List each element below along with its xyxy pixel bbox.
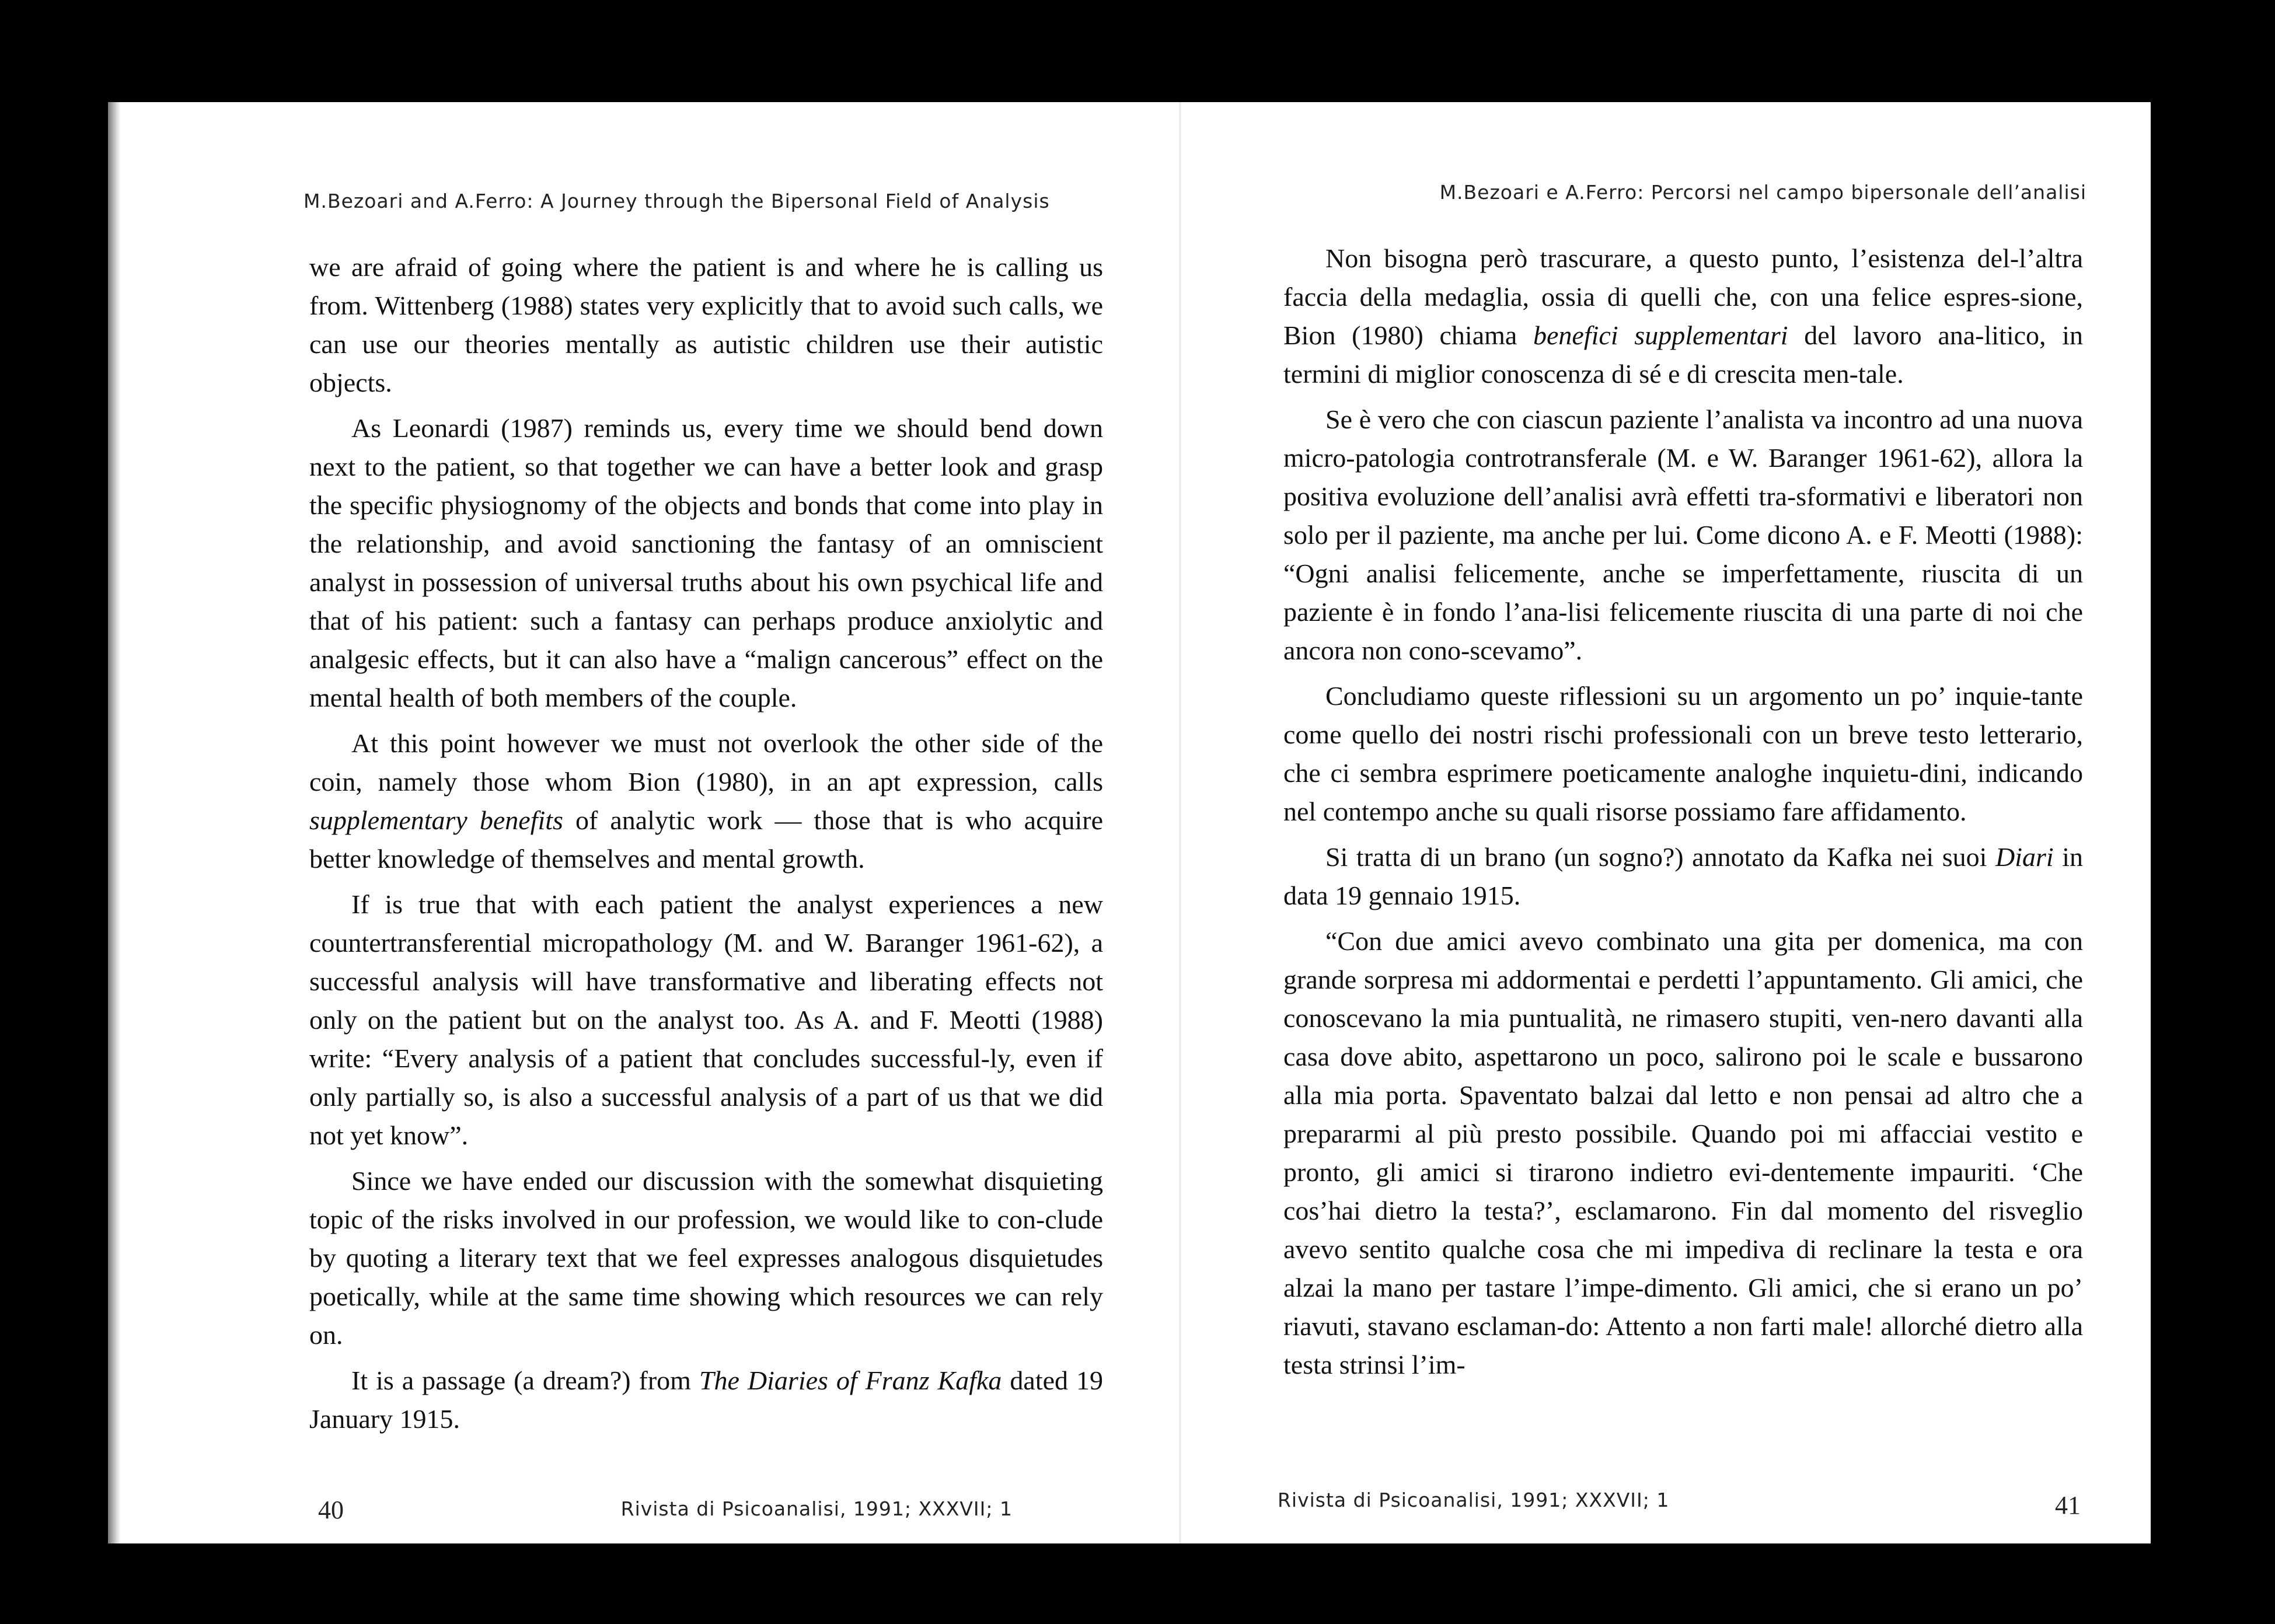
paragraph: Se è vero che con ciascun paziente l’analista va incontro ad una nuova micro-patologia controtransferale (M. e W. Baranger 1961-62), allora la positiva evoluzione dell’analisi avrà effetti tra-sformativi e liberatori non solo per il paziente, ma anche per lui. Come dicono A. e F. Meotti (1988): “Ogni analisi felicemente, anche se imperfettamente, riuscita di un paziente è in fondo l’ana-lisi felicemente riuscita di una parte di noi che ancora non cono-scevamo”.	[1283, 404, 2083, 665]
paragraph: If is true that with each patient the analyst experiences a new countertransferential micropathology (M. and W. Baranger 1961-62), a successful analysis will have transformative and liberating effects not only on the patient but on the analyst too. As A. and F. Meotti (1988) write: “Every analysis of a patient that concludes successful-ly, even if only partially so, is also a successful analysis of a part of us that we did not yet know”.	[309, 889, 1103, 1150]
body-text	[309, 248, 1103, 1445]
paragraph: Si tratta di un brano (un sogno?) annotato da Kafka nei suoi Diari in data 19 gennaio 1915.	[1283, 842, 2084, 910]
running-head: M.Bezoari e A.Ferro: Percorsi nel campo bipersonale dell’analisi	[1439, 181, 2086, 204]
italic-title: The Diaries of Franz Kafka	[699, 1365, 1002, 1395]
journal-footer: Rivista di Psicoanalisi, 1991; XXXVII; 1	[1278, 1489, 1670, 1511]
italic-phrase: benefici supplementari	[1533, 320, 1788, 350]
paragraph: Since we have ended our discussion with the somewhat disquieting topic of the risks involved in our profession, we would like to con-clude by quoting a literary text that we feel expresses analogous disquietudes poetically, while at the same time showing which resources we can rely on.	[309, 1166, 1103, 1350]
paragraph: we are afraid of going where the patient is and where he is calling us from. Wittenberg (1988) states very explicitly that to avoid such calls, we can use our theories mentally as autistic children use their autistic objects.	[309, 252, 1103, 397]
page-number: 41	[2055, 1491, 2081, 1520]
right-page	[1181, 102, 2151, 1543]
body-text	[1283, 239, 2083, 1391]
italic-phrase: supplementary benefits	[309, 805, 563, 835]
paragraph: It is a passage (a dream?) from The Diaries of Franz Kafka dated 19 January 1915.	[309, 1365, 1104, 1434]
paragraph: At this point however we must not overlook the other side of the coin, namely those whom Bion (1980), in an apt expression, calls supplementary benefits of analytic work — those that is who acquire better knowledge of themselves and mental growth.	[309, 728, 1103, 874]
paragraph: Non bisogna però trascurare, a questo punto, l’esistenza del-l’altra faccia della medaglia, ossia di quelli che, con una felice espres-sione, Bion (1980) chiama benefici supplementari del lavoro ana-litico, in termini di miglior conoscenza di sé e di crescita men-tale.	[1283, 243, 2083, 389]
running-head: M.Bezoari and A.Ferro: A Journey through the Bipersonal Field of Analysis	[303, 190, 1050, 212]
paragraph: Concludiamo queste riflessioni su un argomento un po’ inquie-tante come quello dei nostri rischi professionali con un breve testo letterario, che ci sembra esprimere poeticamente analoghe inquietu-dini, indicando nel contempo anche su quali risorse possiamo fare affidamento.	[1283, 681, 2083, 826]
page-number: 40	[318, 1496, 344, 1524]
left-page	[108, 102, 1179, 1543]
journal-footer: Rivista di Psicoanalisi, 1991; XXXVII; 1	[620, 1497, 1013, 1520]
paragraph: “Con due amici avevo combinato una gita per domenica, ma con grande sorpresa mi addormentai e perdetti l’appuntamento. Gli amici, che conoscevano la mia puntualità, ne rimasero stupiti, ven-nero davanti alla casa dove abito, aspettarono un poco, salirono poi le scale e bussarono alla mia porta. Spaventato balzai dal letto e non pensai ad altro che a prepararmi al più presto possibile. Quando poi mi affacciai vestito e pronto, gli amici si tirarono indietro evi-dentemente impauriti. ‘Che cos’hai dietro la testa?’, esclamarono. Fin dal momento del risveglio avevo sentito qualche cosa che mi impediva di reclinare la testa e ora alzai la mano per tastare l’impe-dimento. Gli amici, che si erano un po’ riavuti, stavano esclaman-do: Attento a non farti male! allorché dietro alla testa strinsi l’im-	[1283, 926, 2083, 1379]
paragraph: As Leonardi (1987) reminds us, every time we should bend down next to the patient, so that together we can have a better look and grasp the specific physiognomy of the objects and bonds that come into play in the relationship, and avoid sanctioning the fantasy of an omniscient analyst in possession of universal truths about his own psychical life and that of his patient: such a fantasy can perhaps produce anxiolytic and analgesic effects, but it can also have a “malign cancerous” effect on the mental health of both members of the couple.	[309, 413, 1103, 713]
italic-title: Diari	[1995, 842, 2054, 872]
